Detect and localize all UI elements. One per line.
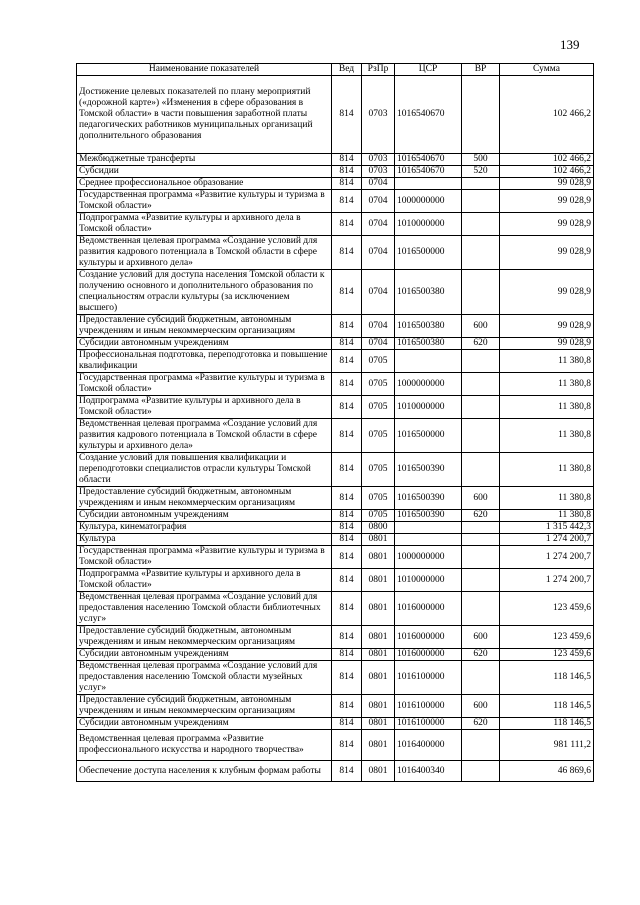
row-sum: 1 274 200,7 — [500, 546, 594, 569]
row-name: Субсидии автономным учреждениям — [77, 718, 332, 730]
row-ved: 814 — [332, 626, 362, 649]
row-name: Субсидии — [77, 166, 332, 178]
row-name: Подпрограмма «Развитие культуры и архивного дела в Томской области» — [77, 569, 332, 592]
row-rzpr: 0703 — [362, 76, 395, 154]
table-row — [77, 453, 594, 487]
row-vr: 620 — [462, 510, 500, 522]
row-csr: 1016000000 — [395, 626, 462, 649]
row-vr: 600 — [462, 315, 500, 338]
row-rzpr: 0705 — [362, 487, 395, 510]
row-rzpr: 0705 — [362, 373, 395, 396]
row-vr — [462, 396, 500, 419]
row-csr — [395, 178, 462, 190]
row-vr — [462, 661, 500, 695]
row-sum: 1 274 200,7 — [500, 569, 594, 592]
table-row — [77, 534, 594, 546]
row-name: Государственная программа «Развитие культуры и туризма в Томской области» — [77, 190, 332, 213]
header-sum: Сумма — [500, 64, 594, 76]
row-rzpr: 0801 — [362, 730, 395, 761]
row-csr: 1016540670 — [395, 166, 462, 178]
row-name: Создание условий для повышения квалификации и переподготовки специалистов отрасли культуры Томской области — [77, 453, 332, 487]
row-name: Предоставление субсидий бюджетным, автономным учреждениям и иным некоммерческим организациям — [77, 487, 332, 510]
table-row — [77, 315, 594, 338]
row-sum: 46 869,6 — [500, 761, 594, 782]
row-name: Подпрограмма «Развитие культуры и архивного дела в Томской области» — [77, 213, 332, 236]
row-ved: 814 — [332, 661, 362, 695]
row-sum: 123 459,6 — [500, 649, 594, 661]
table-row — [77, 396, 594, 419]
row-rzpr: 0801 — [362, 761, 395, 782]
row-name: Достижение целевых показателей по плану мероприятий («дорожной карте») «Изменения в сфере образования в Томской области» в части повышения заработной платы педагогических работников муниципальных организаций дополнительного образования — [77, 76, 332, 154]
row-ved: 814 — [332, 190, 362, 213]
row-ved: 814 — [332, 350, 362, 373]
header-vr: ВР — [462, 64, 500, 76]
row-rzpr: 0704 — [362, 236, 395, 270]
row-ved: 814 — [332, 592, 362, 626]
row-csr: 1016500380 — [395, 338, 462, 350]
row-vr: 600 — [462, 487, 500, 510]
row-csr — [395, 534, 462, 546]
table-row — [77, 350, 594, 373]
row-sum: 123 459,6 — [500, 626, 594, 649]
table-row — [77, 649, 594, 661]
row-sum: 118 146,5 — [500, 718, 594, 730]
row-ved: 814 — [332, 695, 362, 718]
row-rzpr: 0801 — [362, 592, 395, 626]
table-row — [77, 166, 594, 178]
row-rzpr: 0801 — [362, 718, 395, 730]
row-ved: 814 — [332, 419, 362, 453]
row-vr — [462, 213, 500, 236]
table-row — [77, 761, 594, 782]
row-sum: 981 111,2 — [500, 730, 594, 761]
row-ved: 814 — [332, 396, 362, 419]
row-csr: 1010000000 — [395, 569, 462, 592]
row-sum: 11 380,8 — [500, 487, 594, 510]
row-csr: 1016540670 — [395, 76, 462, 154]
table-row — [77, 190, 594, 213]
table-row — [77, 626, 594, 649]
row-rzpr: 0704 — [362, 315, 395, 338]
row-name: Субсидии автономным учреждениям — [77, 510, 332, 522]
row-vr: 500 — [462, 154, 500, 166]
row-name: Предоставление субсидий бюджетным, автономным учреждениям и иным некоммерческим организациям — [77, 626, 332, 649]
row-rzpr: 0801 — [362, 626, 395, 649]
row-csr: 1000000000 — [395, 190, 462, 213]
row-csr: 1000000000 — [395, 546, 462, 569]
header-ved: Вед — [332, 64, 362, 76]
row-rzpr: 0705 — [362, 419, 395, 453]
row-csr: 1016500390 — [395, 453, 462, 487]
row-vr — [462, 761, 500, 782]
row-ved: 814 — [332, 487, 362, 510]
row-vr — [462, 534, 500, 546]
row-rzpr: 0704 — [362, 338, 395, 350]
row-csr: 1010000000 — [395, 396, 462, 419]
row-vr — [462, 419, 500, 453]
table-header-row — [77, 64, 594, 76]
row-vr: 520 — [462, 166, 500, 178]
row-csr: 1016500000 — [395, 236, 462, 270]
table-row — [77, 730, 594, 761]
row-vr — [462, 76, 500, 154]
row-vr — [462, 190, 500, 213]
row-name: Ведомственная целевая программа «Создание условий для развития кадрового потенциала в Томской области в сфере культуры и архивного дела» — [77, 236, 332, 270]
row-csr — [395, 522, 462, 534]
row-sum: 99 028,9 — [500, 190, 594, 213]
table-row — [77, 569, 594, 592]
row-rzpr: 0801 — [362, 661, 395, 695]
row-rzpr: 0703 — [362, 154, 395, 166]
row-sum: 11 380,8 — [500, 396, 594, 419]
header-rzpr: РзПр — [362, 64, 395, 76]
table-row — [77, 213, 594, 236]
row-name: Культура, кинематография — [77, 522, 332, 534]
row-name: Ведомственная целевая программа «Развитие профессионального искусства и народного творчества» — [77, 730, 332, 761]
table-row — [77, 487, 594, 510]
row-ved: 814 — [332, 236, 362, 270]
row-sum: 11 380,8 — [500, 453, 594, 487]
row-rzpr: 0800 — [362, 522, 395, 534]
table-row — [77, 76, 594, 154]
row-ved: 814 — [332, 649, 362, 661]
row-ved: 814 — [332, 270, 362, 315]
row-name: Среднее профессиональное образование — [77, 178, 332, 190]
row-ved: 814 — [332, 178, 362, 190]
row-sum: 1 274 200,7 — [500, 534, 594, 546]
budget-table — [76, 63, 594, 782]
row-rzpr: 0704 — [362, 213, 395, 236]
row-name: Межбюджетные трансферты — [77, 154, 332, 166]
row-csr: 1016500380 — [395, 315, 462, 338]
row-rzpr: 0705 — [362, 510, 395, 522]
row-name: Подпрограмма «Развитие культуры и архивного дела в Томской области» — [77, 396, 332, 419]
row-ved: 814 — [332, 315, 362, 338]
row-csr: 1016500390 — [395, 510, 462, 522]
row-csr: 1016000000 — [395, 649, 462, 661]
row-name: Ведомственная целевая программа «Создание условий для предоставления населению Томской области музейных услуг» — [77, 661, 332, 695]
table-row — [77, 178, 594, 190]
table-row — [77, 661, 594, 695]
row-rzpr: 0705 — [362, 453, 395, 487]
row-vr: 620 — [462, 649, 500, 661]
row-name: Создание условий для доступа населения Томской области к получению основного и дополнительного образования по специальностям отрасли культуры (за исключением высшего) — [77, 270, 332, 315]
row-rzpr: 0704 — [362, 190, 395, 213]
row-rzpr: 0801 — [362, 534, 395, 546]
row-sum: 123 459,6 — [500, 592, 594, 626]
table-row — [77, 236, 594, 270]
row-name: Предоставление субсидий бюджетным, автономным учреждениям и иным некоммерческим организациям — [77, 695, 332, 718]
row-csr: 1000000000 — [395, 373, 462, 396]
row-ved: 814 — [332, 569, 362, 592]
row-sum: 99 028,9 — [500, 315, 594, 338]
row-sum: 118 146,5 — [500, 695, 594, 718]
row-ved: 814 — [332, 534, 362, 546]
row-ved: 814 — [332, 730, 362, 761]
row-name: Государственная программа «Развитие культуры и туризма в Томской области» — [77, 546, 332, 569]
row-vr — [462, 350, 500, 373]
row-name: Государственная программа «Развитие культуры и туризма в Томской области» — [77, 373, 332, 396]
row-sum: 99 028,9 — [500, 178, 594, 190]
row-name: Профессиональная подготовка, переподготовка и повышение квалификации — [77, 350, 332, 373]
row-sum: 99 028,9 — [500, 270, 594, 315]
table-row — [77, 510, 594, 522]
row-vr — [462, 236, 500, 270]
row-sum: 99 028,9 — [500, 213, 594, 236]
row-ved: 814 — [332, 546, 362, 569]
row-sum: 118 146,5 — [500, 661, 594, 695]
row-sum: 1 315 442,3 — [500, 522, 594, 534]
row-sum: 11 380,8 — [500, 510, 594, 522]
row-csr: 1010000000 — [395, 213, 462, 236]
row-rzpr: 0704 — [362, 270, 395, 315]
row-csr: 1016000000 — [395, 592, 462, 626]
row-sum: 102 466,2 — [500, 154, 594, 166]
row-sum: 11 380,8 — [500, 373, 594, 396]
row-vr: 600 — [462, 695, 500, 718]
row-ved: 814 — [332, 510, 362, 522]
table-row — [77, 154, 594, 166]
row-sum: 99 028,9 — [500, 338, 594, 350]
row-vr — [462, 270, 500, 315]
row-vr — [462, 178, 500, 190]
row-ved: 814 — [332, 373, 362, 396]
table-row — [77, 419, 594, 453]
row-rzpr: 0801 — [362, 546, 395, 569]
row-csr: 1016500390 — [395, 487, 462, 510]
row-name: Ведомственная целевая программа «Создание условий для развития кадрового потенциала в Томской области в сфере культуры и архивного дела» — [77, 419, 332, 453]
row-rzpr: 0704 — [362, 178, 395, 190]
row-rzpr: 0705 — [362, 396, 395, 419]
row-vr — [462, 373, 500, 396]
row-ved: 814 — [332, 522, 362, 534]
row-name: Ведомственная целевая программа «Создание условий для предоставления населению Томской области библиотечных услуг» — [77, 592, 332, 626]
row-sum: 11 380,8 — [500, 350, 594, 373]
row-csr: 1016400340 — [395, 761, 462, 782]
row-vr: 600 — [462, 626, 500, 649]
row-rzpr: 0705 — [362, 350, 395, 373]
row-sum: 11 380,8 — [500, 419, 594, 453]
row-sum: 102 466,2 — [500, 76, 594, 154]
row-ved: 814 — [332, 154, 362, 166]
row-csr — [395, 350, 462, 373]
row-csr: 1016540670 — [395, 154, 462, 166]
row-vr — [462, 730, 500, 761]
row-sum: 102 466,2 — [500, 166, 594, 178]
row-rzpr: 0703 — [362, 166, 395, 178]
row-rzpr: 0801 — [362, 569, 395, 592]
table-row — [77, 592, 594, 626]
row-csr: 1016100000 — [395, 718, 462, 730]
row-name: Предоставление субсидий бюджетным, автономным учреждениям и иным некоммерческим организациям — [77, 315, 332, 338]
row-csr: 1016500380 — [395, 270, 462, 315]
page-number: 139 — [560, 37, 580, 52]
row-csr: 1016500000 — [395, 419, 462, 453]
row-ved: 814 — [332, 718, 362, 730]
row-name: Культура — [77, 534, 332, 546]
row-ved: 814 — [332, 453, 362, 487]
row-rzpr: 0801 — [362, 649, 395, 661]
table-row — [77, 718, 594, 730]
row-sum: 99 028,9 — [500, 236, 594, 270]
row-ved: 814 — [332, 76, 362, 154]
table-row — [77, 695, 594, 718]
row-name: Обеспечение доступа населения к клубным формам работы — [77, 761, 332, 782]
table-row — [77, 373, 594, 396]
header-csr: ЦСР — [395, 64, 462, 76]
row-name: Субсидии автономным учреждениям — [77, 649, 332, 661]
row-vr — [462, 453, 500, 487]
table-row — [77, 270, 594, 315]
row-vr — [462, 522, 500, 534]
row-name: Субсидии автономным учреждениям — [77, 338, 332, 350]
row-ved: 814 — [332, 213, 362, 236]
row-rzpr: 0801 — [362, 695, 395, 718]
row-vr: 620 — [462, 338, 500, 350]
table-row — [77, 546, 594, 569]
table-row — [77, 522, 594, 534]
row-vr — [462, 569, 500, 592]
row-csr: 1016100000 — [395, 661, 462, 695]
row-ved: 814 — [332, 761, 362, 782]
row-csr: 1016400000 — [395, 730, 462, 761]
header-name: Наименование показателей — [77, 64, 332, 76]
row-ved: 814 — [332, 338, 362, 350]
row-vr — [462, 546, 500, 569]
row-vr — [462, 592, 500, 626]
row-ved: 814 — [332, 166, 362, 178]
table-row — [77, 338, 594, 350]
row-vr: 620 — [462, 718, 500, 730]
row-csr: 1016100000 — [395, 695, 462, 718]
